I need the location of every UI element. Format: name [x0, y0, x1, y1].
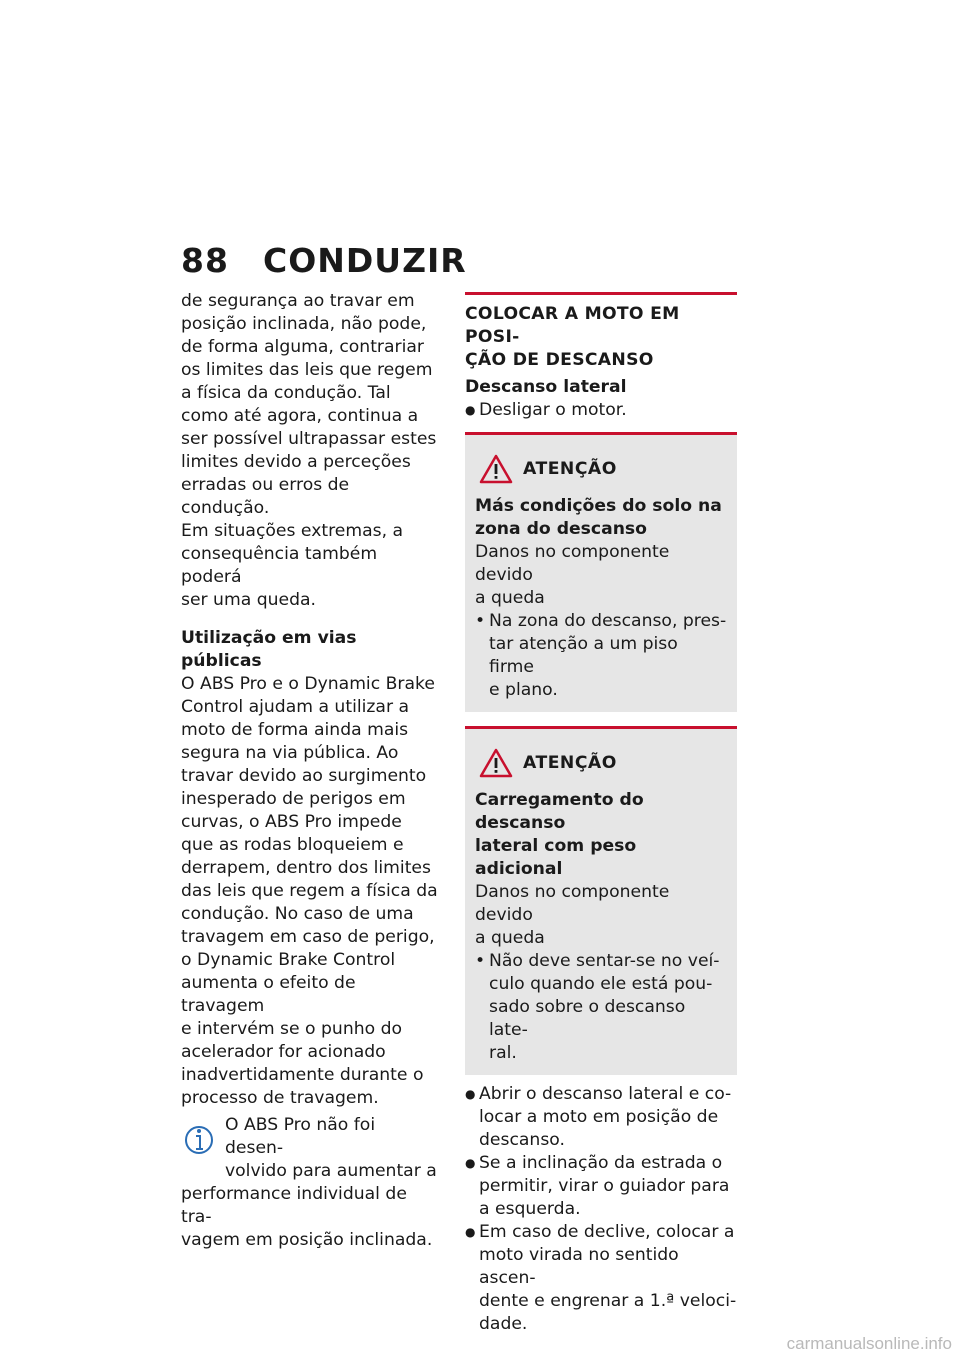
warning-action-line: sado sobre o descanso late- — [489, 997, 686, 1040]
warning-text: Danos no componente devido — [475, 882, 670, 925]
warning-title — [475, 495, 727, 541]
text-line: inesperado de perigos em — [181, 789, 406, 809]
text-line: O ABS Pro e o Dynamic Brake — [181, 674, 435, 694]
step-line: descanso. — [479, 1130, 565, 1150]
text-line: ser uma queda. — [181, 590, 316, 610]
note-line: vagem em posição inclinada. — [181, 1230, 433, 1250]
note-line: O ABS Pro não foi desen- — [225, 1115, 376, 1158]
subheading-side-stand: Descanso lateral — [465, 377, 627, 397]
text-line: consequência também poderá — [181, 544, 378, 587]
note-line: volvido para aumentar a — [225, 1161, 437, 1181]
chapter-title: CONDUZIR — [263, 241, 467, 280]
section-title-line: ÇÃO DE DESCANSO — [465, 350, 654, 370]
warning-title-line: Más condições do solo na — [475, 496, 722, 516]
section-title — [465, 292, 737, 372]
warning-action-line: e plano. — [489, 680, 558, 700]
text-line: ser possível ultrapassar estes — [181, 429, 437, 449]
warning-header — [479, 449, 727, 489]
text-line: segura na via pública. Ao — [181, 743, 399, 763]
text-line: de forma alguma, contrariar — [181, 337, 424, 357]
warning-title — [475, 789, 727, 881]
step-list — [465, 1083, 737, 1336]
body-paragraph — [181, 673, 438, 1110]
page-header — [181, 240, 467, 280]
warning-label: ATENÇÃO — [523, 753, 617, 773]
warning-triangle-icon — [479, 454, 513, 484]
warning-text: a queda — [475, 928, 545, 948]
text-line: posição inclinada, não pode, — [181, 314, 427, 334]
step-line: a esquerda. — [479, 1199, 581, 1219]
page-number: 88 — [181, 241, 229, 280]
step-line: moto virada no sentido ascen- — [479, 1245, 679, 1288]
warning-text: a queda — [475, 588, 545, 608]
text-line: travar devido ao surgimento — [181, 766, 427, 786]
text-line: Control ajudam a utilizar a — [181, 697, 410, 717]
intro-paragraph — [181, 290, 438, 612]
step-line: locar a moto em posição de — [479, 1107, 719, 1127]
warning-box — [465, 726, 737, 1075]
warning-label: ATENÇÃO — [523, 459, 617, 479]
section-title-line: COLOCAR A MOTO EM POSI- — [465, 304, 680, 347]
warning-action-line: • Não deve sentar-se no veí- — [489, 951, 720, 971]
text-line: aumenta o efeito de travagem — [181, 973, 356, 1016]
text-line: inadvertidamente durante o — [181, 1065, 424, 1085]
warning-title-line: Carregamento do descanso — [475, 790, 644, 833]
text-line: erradas ou erros de condução. — [181, 475, 350, 518]
text-line: moto de forma ainda mais — [181, 720, 409, 740]
step-line: permitir, virar o guiador para — [479, 1176, 730, 1196]
warning-action-line: ral. — [489, 1043, 517, 1063]
text-line: acelerador for acionado — [181, 1042, 386, 1062]
step-line: ● Em caso de declive, colocar a — [479, 1222, 735, 1242]
step-line: dade. — [479, 1314, 528, 1334]
step-line: dente e engrenar a 1.ª veloci- — [479, 1291, 737, 1311]
warning-action — [475, 950, 727, 1065]
text-line: o Dynamic Brake Control — [181, 950, 396, 970]
text-line: derrapem, dentro dos limites — [181, 858, 431, 878]
warning-header — [479, 743, 727, 783]
text-line: a física da condução. Tal — [181, 383, 391, 403]
text-line: travagem em caso de perigo, — [181, 927, 435, 947]
text-line: que as rodas bloqueiem e — [181, 835, 404, 855]
warning-box — [465, 432, 737, 712]
info-note — [181, 1114, 438, 1252]
text-line: de segurança ao travar em — [181, 291, 415, 311]
text-line: como até agora, continua a — [181, 406, 419, 426]
text-line: curvas, o ABS Pro impede — [181, 812, 402, 832]
step-item — [465, 1221, 737, 1336]
warning-title-line: lateral com peso adicional — [475, 836, 637, 879]
info-icon — [184, 1118, 214, 1158]
step-item — [465, 1152, 737, 1221]
step-line: ● Se a inclinação da estrada o — [479, 1153, 723, 1173]
text-line: das leis que regem a física da — [181, 881, 438, 901]
warning-action-line: culo quando ele está pou- — [489, 974, 713, 994]
warning-text: Danos no componente devido — [475, 542, 670, 585]
note-line: performance individual de tra- — [181, 1184, 407, 1227]
warning-action-line: tar atenção a um piso firme — [489, 634, 678, 677]
warning-triangle-icon — [479, 748, 513, 778]
step-item — [465, 1083, 737, 1152]
right-column — [465, 290, 737, 1336]
watermark-text: carmanualsonline.info — [786, 1334, 952, 1353]
step-item: ● Desligar o motor. — [465, 399, 737, 422]
text-line: condução. No caso de uma — [181, 904, 414, 924]
warning-action-line: • Na zona do descanso, pres- — [489, 611, 727, 631]
step-line: ● Abrir o descanso lateral e co- — [479, 1084, 732, 1104]
text-line: os limites das leis que regem — [181, 360, 433, 380]
text-line: Em situações extremas, a — [181, 521, 404, 541]
text-line: processo de travagem. — [181, 1088, 379, 1108]
text-line: limites devido a perceções — [181, 452, 411, 472]
text-line: e intervém se o punho do — [181, 1019, 403, 1039]
left-column — [181, 290, 438, 1252]
warning-title-line: zona do descanso — [475, 519, 647, 539]
subheading-public-roads: Utilização em vias públicas — [181, 628, 357, 671]
warning-action — [475, 610, 727, 702]
